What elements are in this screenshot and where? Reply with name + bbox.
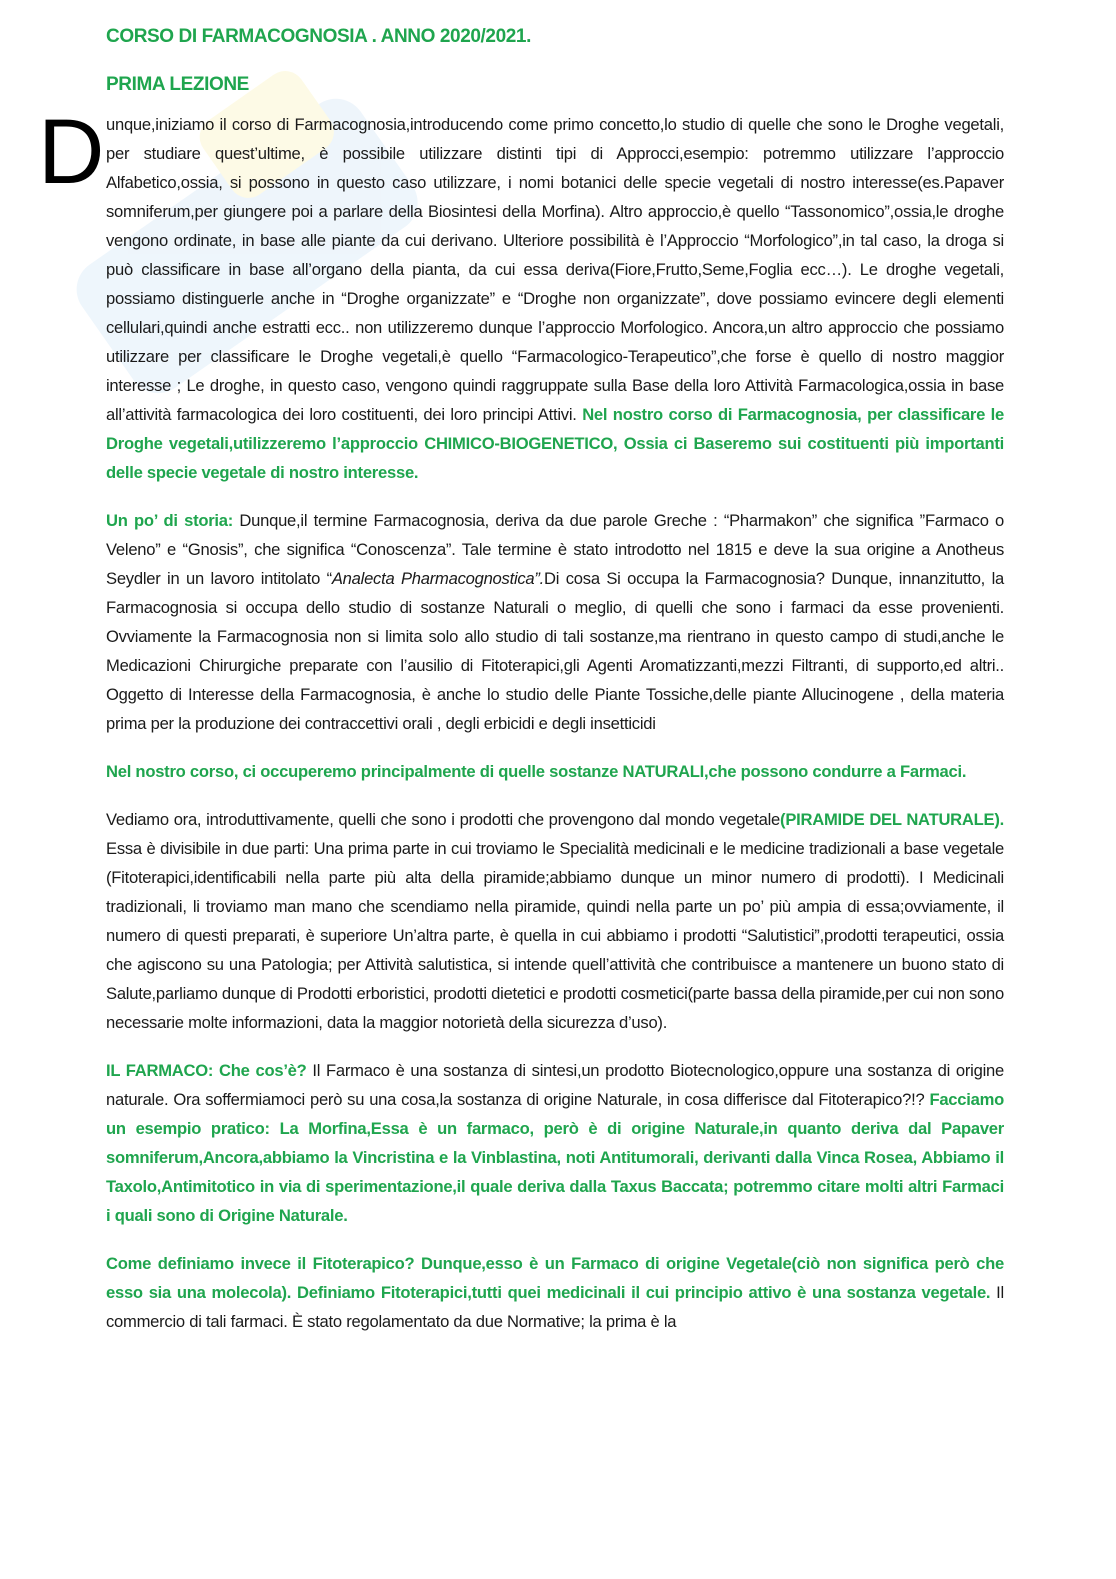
text: Vediamo ora, introduttivamente, quelli che sono i prodotti che provengono dal mondo vegetale [106,810,781,829]
paragraph-farmaco [106,1056,1004,1230]
text: Di cosa Si occupa la Farmacognosia? Dunque, innanzitutto, la Farmacognosia si occupa dello studio di sostanze Naturali o meglio, di quelli che sono i farmaci da esse provenienti. Ovviamente la Farmacognosia non si limita solo allo studio di tali sostanze,ma rientrano in questo campo di studi,anche le Medicazioni Chirurgiche preparate con l’ausilio di Fitoterapici,gli Agenti Aromatizzanti,mezzi Filtranti, di supporto,ed altri.. Oggetto di Interesse della Farmacognosia, è anche lo studio delle Piante Tossiche,delle piante Allucinogene , della materia prima per la produzione dei contraccettivi orali , degli erbicidi e degli insetticidi [106,569,1004,733]
document-title: CORSO DI FARMACOGNOSIA . ANNO 2020/2021. [106,26,531,47]
highlight-text: Come definiamo invece il Fitoterapico? Dunque,esso è un Farmaco di origine Vegetale(ciò non significa però che esso sia una molecola). Definiamo Fitoterapici,tutti quei medicinali il cui principio attivo è una sostanza vegetale. [106,1254,1004,1302]
text: unque,iniziamo il corso di Farmacognosia,introducendo come primo concetto,lo studio di quelle che sono le Droghe vegetali, per studiare quest’ultime, è possibile utilizzare distinti tipi di Approcci,esempio: potremmo utilizzare l’approccio Alfabetico,ossia, si possono in questo caso utilizzare, i nomi botanici delle specie vegetali di nostro interesse(es.Papaver somniferum,per giungere poi a parlare della Biosintesi della Morfina). Altro approccio,è quello “Tassonomico”,ossia,le droghe vengono ordinate, in base alle piante da cui derivano. Ulteriore possibilità è l’Approccio “Morfologico”,in tal caso, la droga si può classificare in base all’organo della pianta, da cui essa deriva(Fiore,Frutto,Seme,Foglia ecc…). Le droghe vegetali, possiamo distinguerle anche in “Droghe organizzate” e “Droghe non organizzate”, dove possiamo evincere degli elementi cellulari,quindi anche estratti ecc.. non utilizzeremo dunque l’approccio Morfologico. Ancora,un altro approccio che possiamo utilizzare per classificare le Droghe vegetali,è quello “Farmacologico-Terapeutico”,che forse è quello di nostro maggior interesse ; Le droghe, in questo caso, vengono quindi raggruppate sulla Base della loro Attività Farmacologica,ossia in base all’attività farmacologica dei loro costituenti, dei loro principi Attivi. [106,115,1004,424]
text: Essa è divisibile in due parti: Una prima parte in cui troviamo le Specialità medicinali e le medicine tradizionali a base vegetale (Fitoterapici,identificabili nella parte più alta della piramide;abbiamo dunque un minor numero di prodotti). I Medicinali tradizionali, li troviamo man mano che scendiamo nella piramide, quindi nella parte un po’ più ampia di essa;ovviamente, il numero di questi preparati, è superiore Un’altra parte, è quella in cui abbiamo i prodotti “Salutistici”,prodotti terapeutici, ossia che agiscono su una Patologia; per Attività salutistica, si intende quell’attività che contribuisce a mantenere un buono stato di Salute,parliamo dunque di Prodotti erboristici, prodotti dietetici e prodotti cosmetici(parte bassa della piramide,per cui non sono necessarie molte informazioni, data la maggior notorietà della sicurezza d’uso). [106,839,1004,1032]
section-lead: IL FARMACO: Che cos’è? [106,1061,307,1080]
text: Il Farmaco è una sostanza di sintesi,un prodotto Biotecnologico,oppure una sostanza di origine naturale. Ora soffermiamoci però su una cosa,la sostanza di origine Naturale, in cosa differisce dal Fitoterapico?!? [106,1061,1004,1109]
paragraph-focus [106,757,1004,786]
highlight-text: Facciamo un esempio pratico: La Morfina,Essa è un farmaco, però è di origine Naturale,in quanto deriva dal Papaver somniferum,Ancora,abbiamo la Vincristina e la Vinblastina, noti Antitumorali, derivanti dalla Vinca Rosea, Abbiamo il Taxolo,Antimitotico in via di sperimentazione,il quale deriva dalla Taxus Baccata; potremmo citare molti altri Farmaci i quali sono di Origine Naturale. [106,1090,1004,1225]
drop-cap: D [38,101,105,203]
paragraph-fitoterapico [106,1249,1004,1336]
highlight-text: Nel nostro corso, ci occuperemo principalmente di quelle sostanze NATURALI,che possono condurre a Farmaci. [106,762,967,781]
paragraph-history [106,506,1004,738]
paragraph-pyramid [106,805,1004,1037]
document-page [38,26,1005,1355]
highlight-text: (PIRAMIDE DEL NATURALE). [780,810,1004,829]
highlight-text: Nel nostro corso di Farmacognosia, per classificare le Droghe vegetali,utilizzeremo l’approccio CHIMICO-BIOGENETICO, Ossia ci Baseremo sui costituenti più importanti delle specie vegetale di nostro interesse. [106,405,1005,482]
italic-title: Analecta Pharmacognostica”. [331,569,545,588]
section-lead: Un po’ di storia: [106,511,234,530]
paragraph-intro [38,101,1005,487]
text: Il commercio di tali farmaci. È stato regolamentato da due Normative; la prima è la [106,1283,1004,1331]
lesson-heading: PRIMA LEZIONE [106,74,249,95]
text: Dunque,il termine Farmacognosia, deriva da due parole Greche : “Pharmakon” che significa ”Farmaco o Veleno” e “Gnosis”, che significa “Conoscenza”. Tale termine è stato introdotto nel 1815 e deve la sua origine a Anotheus Seydler in un lavoro intitolato “ [106,511,1004,588]
